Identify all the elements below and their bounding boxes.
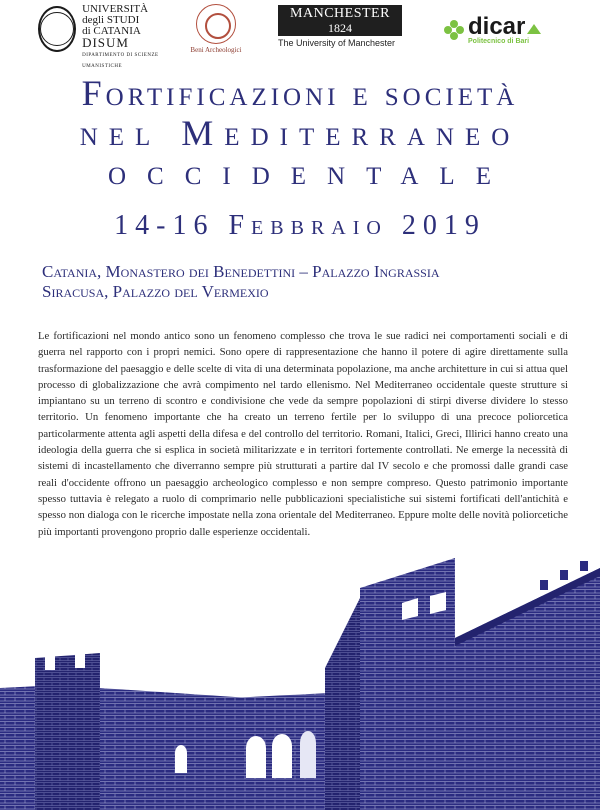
manchester-year: 1824 [328,21,352,35]
beni-archeologici-label: Beni Archeologici [190,46,242,54]
dicar-name: dicar [468,12,526,40]
beni-archeologici-emblem-icon [196,4,236,44]
venue-line1: Catania, Monastero dei Benedettini – Palazzo Ingrassia [42,262,440,281]
venue-block [42,262,582,302]
logo-bar [0,0,600,70]
unict-logo [38,3,178,69]
venue-line2: Siracusa, Palazzo del Vermexio [42,282,269,301]
unict-line4: DISUM [82,35,129,50]
unict-line3: di CATANIA [82,25,141,37]
manchester-subtitle: The University of Manchester [278,38,396,48]
manchester-logo [278,5,408,55]
university-seal-icon [38,6,76,52]
unict-line5: DIPARTIMENTO DI SCIENZE UMANISTICHE [82,53,159,69]
title-line3: occidentale [108,152,512,192]
unict-line1: UNIVERSITÀ [82,3,149,15]
manchester-name: MANCHESTER [290,6,390,21]
fortress-illustration [0,548,600,810]
beni-archeologici-logo [180,4,252,60]
dicar-subtitle: Politecnico di Bari [468,37,530,45]
dicar-flower-icon [444,20,464,40]
poster-title [0,72,600,192]
event-date: 14-16 Febbraio 2019 [114,210,486,241]
abstract-text: Le fortificazioni nel mondo antico sono un fenomeno complesso che trova le sue radici nei comportamenti sociali e di guerra nel rapporto con i propri nemici. Sono opere di rappresentazione che hanno il potere di agire direttamente sulla trasformazione del paesaggio e delle scelte di vita di una determinata popolazione, ma anche architetture in cui si attua quel processo di globalizzazione che avrà compimento nel tardo ellenismo. Nel Mediterraneo occidentale queste strutture si impiantano su un terreno di scontro e condivisione che vede da sempre popolazioni di stirpi diverse dividere lo stesso territorio. Un fenomeno importante che ha creato un terreno fertile per lo sviluppo di una precoce poliorcetica particolarmente attenta agli aspetti della difesa e del controllo del territorio. Romani, Italici, Greci, Illirici hanno creato una ideologia della guerra che si esplica in società militarizzate e in territori fortemente controllati. Ne emerge la necessità di sistemi di incastellamento che diverranno sempre più strutturati a partire dal IV secolo e che promossi dalle grandi case reali d'occidente offrono un paesaggio archeologico complesso e non sempre compreso. Questo patrimonio importante spesso tuttavia è relegato a ruolo di comprimario nelle pubblicazioni specialistiche sui sistemi fortificati dell'antichità e spesso non dialoga con le ricerche impostate nella zona orientale del Mediterraneo. Eppure molte delle novità poliorcetiche più importanti provengono proprio dalle esperienze occidentali. [38,330,568,538]
title-line1: Fortificazioni e società [81,73,519,113]
title-line2: nel Mediterraneo [79,113,521,153]
unict-line2: degli STUDI [82,14,140,26]
dicar-logo [444,10,574,50]
